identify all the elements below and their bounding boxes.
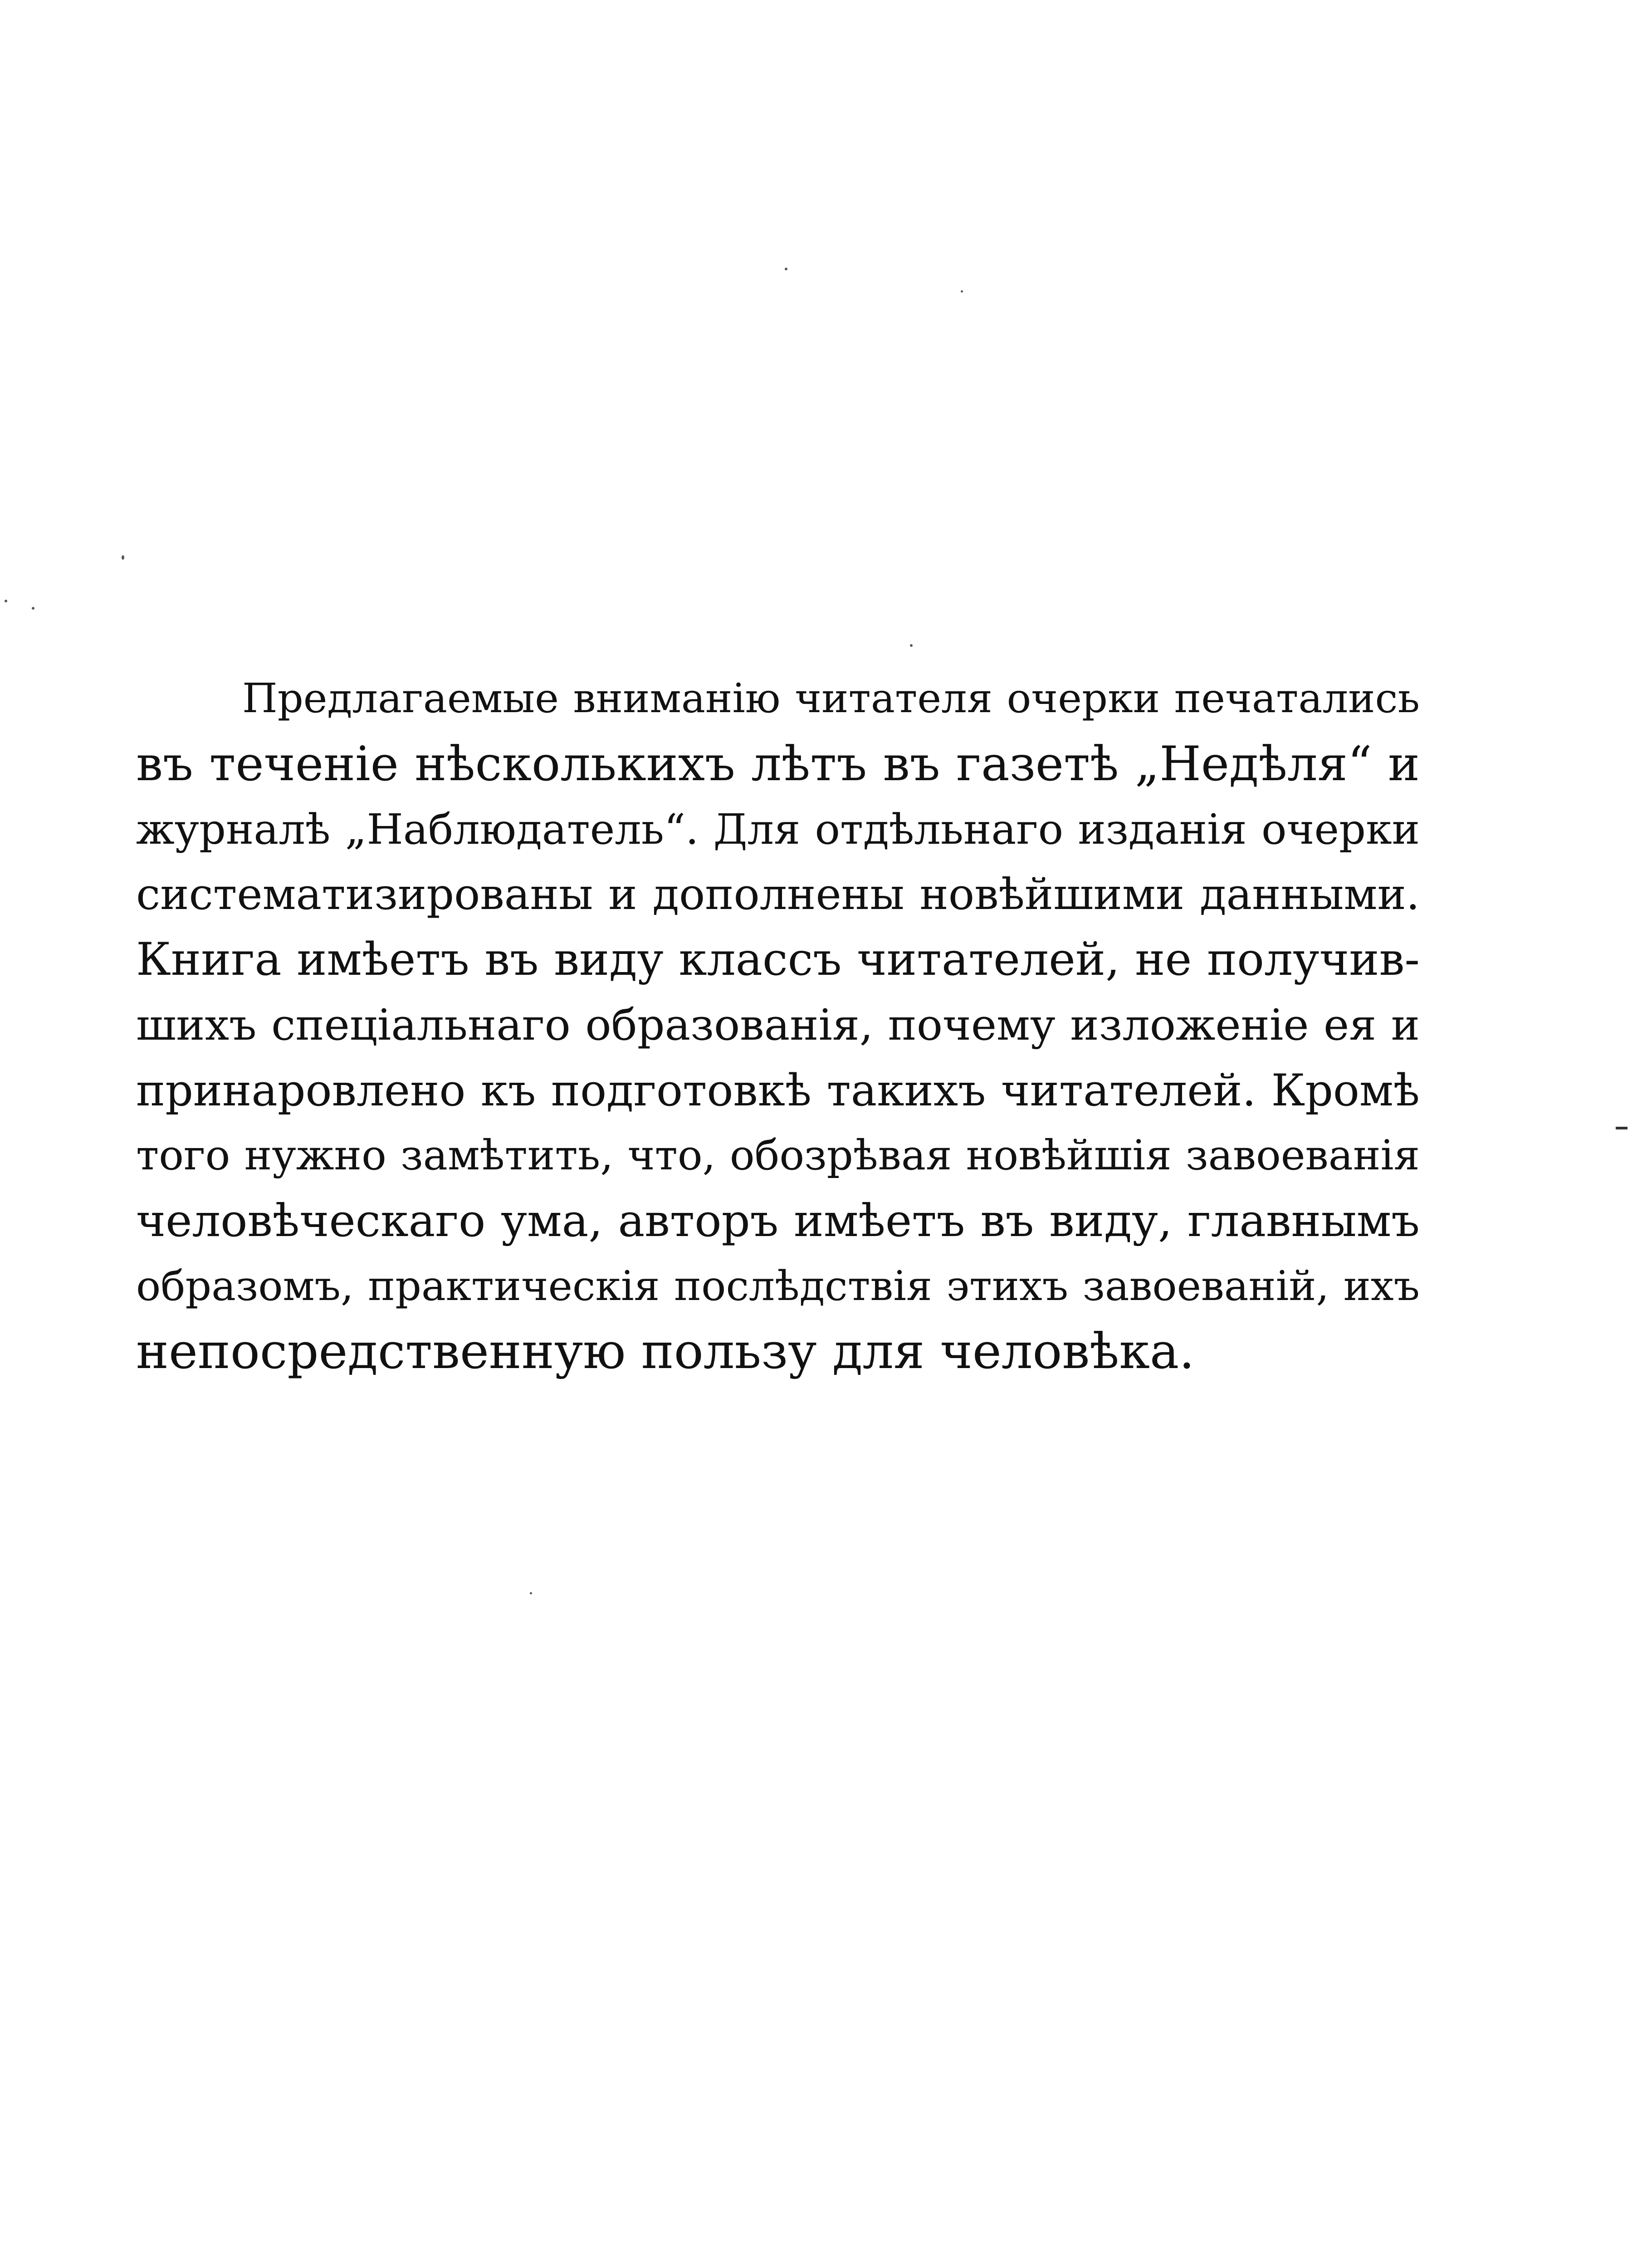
scan-speck <box>5 600 7 602</box>
scan-speck <box>785 268 787 270</box>
preface-line: непосредственную пользу для человѣка. <box>136 1323 1195 1380</box>
scan-speck <box>910 644 913 647</box>
preface-paragraph <box>136 666 1420 1384</box>
scan-speck <box>32 607 34 610</box>
preface-line: человѣческаго ума, авторъ имѣетъ въ виду, главнымъ <box>136 1195 1420 1247</box>
preface-line: журналѣ „Наблюдатель“. Для отдѣльнаго изданія очерки <box>136 805 1420 854</box>
margin-mark <box>1616 1127 1628 1129</box>
scan-speck <box>122 555 124 560</box>
scan-speck <box>961 290 963 293</box>
preface-line: образомъ, практическія послѣдствія этихъ завоеваній, ихъ <box>136 1262 1420 1310</box>
scan-speck <box>530 1592 532 1594</box>
preface-line: того нужно замѣтить, что, обозрѣвая новѣйшія завоеванія <box>136 1132 1420 1179</box>
preface-line: Книга имѣетъ въ виду классъ читателей, не получив- <box>136 934 1420 986</box>
preface-line: шихъ спеціальнаго образованія, почему изложеніе ея и <box>136 1000 1420 1050</box>
preface-line: въ теченіе нѣсколькихъ лѣтъ въ газетѣ „Недѣля“ и <box>136 736 1420 792</box>
preface-line: Предлагаемые вниманію читателя очерки печатались <box>242 675 1420 722</box>
preface-line: систематизированы и дополнены новѣйшими данными. <box>136 870 1420 919</box>
preface-line: принаровлено къ подготовкѣ такихъ читателей. Кромѣ <box>136 1065 1420 1116</box>
